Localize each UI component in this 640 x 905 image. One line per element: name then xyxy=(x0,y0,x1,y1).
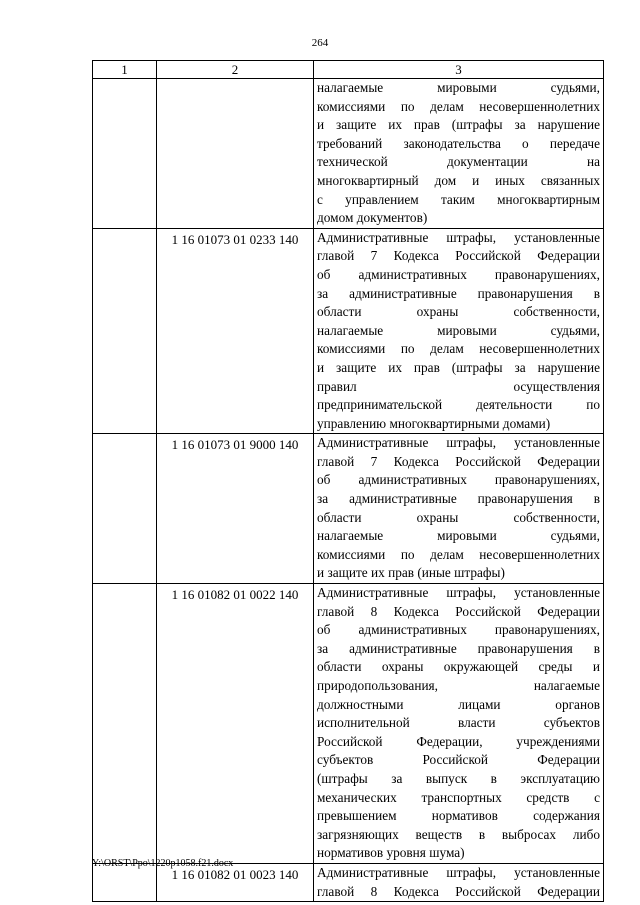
description-line: природопользования, налагаемые xyxy=(317,678,600,693)
table-header-row xyxy=(93,61,604,79)
description-line: за административные правонарушения в xyxy=(317,285,600,301)
description-line: об административных правонарушениях, xyxy=(317,622,600,638)
description-line: технической документации на xyxy=(317,154,600,170)
description-line: налагаемые мировыми судьями, xyxy=(317,322,600,338)
description-line: Административные штрафы, установленные xyxy=(317,585,600,601)
cell-code xyxy=(157,79,314,229)
description-line: об административных правонарушениях, xyxy=(317,266,600,282)
description-line: области охраны собственности, xyxy=(317,509,600,525)
description-line: области охраны окружающей среды и xyxy=(317,659,600,675)
description-line: загрязняющих веществ в выбросах либо xyxy=(317,826,600,842)
table-row xyxy=(93,79,604,229)
description-line: и защите их прав (штрафы за нарушение xyxy=(317,117,600,133)
table-row xyxy=(93,863,604,901)
description-line: и защите их прав (штрафы за нарушение xyxy=(317,359,600,375)
cell-col1 xyxy=(93,228,157,434)
description-line: превышением нормативов содержания xyxy=(317,808,600,824)
description-line: за административные правонарушения в xyxy=(317,491,600,507)
description-line: налагаемые мировыми судьями, xyxy=(317,528,600,544)
cell-description xyxy=(314,434,604,584)
description-line: (штрафы за выпуск в эксплуатацию xyxy=(317,770,600,786)
description-line: исполнительной власти субъектов xyxy=(317,715,600,731)
description-line: комиссиями по делам несовершеннолетних xyxy=(317,341,600,357)
cell-code xyxy=(157,434,314,584)
budget-code: 1 16 01073 01 0233 140 xyxy=(171,231,299,247)
table-row xyxy=(93,228,604,434)
cell-description xyxy=(314,228,604,434)
cell-description xyxy=(314,584,604,864)
document-table xyxy=(92,60,604,902)
description-line: с управлением таким многоквартирным xyxy=(317,191,600,207)
table-row xyxy=(93,584,604,864)
cell-col1 xyxy=(93,434,157,584)
cell-col1 xyxy=(93,584,157,864)
description-line: требований законодательства о передаче xyxy=(317,135,600,151)
description-line: главой 8 Кодекса Российской Федерации xyxy=(317,603,600,619)
cell-code xyxy=(157,863,314,901)
column-header-2: 2 xyxy=(157,61,314,79)
column-header-1: 1 xyxy=(93,61,157,79)
budget-code: 1 16 01082 01 0022 140 xyxy=(171,587,299,603)
description-line: управлению многоквартирными домами) xyxy=(317,415,551,431)
page-number: 264 xyxy=(311,37,329,49)
cell-code xyxy=(157,584,314,864)
description-line: должностными лицами органов xyxy=(317,696,600,712)
cell-code xyxy=(157,228,314,434)
description-line: комиссиями по делам несовершеннолетних xyxy=(317,98,600,114)
description-line: Российской Федерации, учреждениями xyxy=(317,733,600,749)
column-header-3: 3 xyxy=(314,61,604,79)
description-line: домом документов) xyxy=(317,210,428,226)
description-line: главой 7 Кодекса Российской Федерации xyxy=(317,248,600,264)
cell-description xyxy=(314,863,604,901)
cell-col1 xyxy=(93,79,157,229)
file-path-footer: Y:\ORST\Ppo\1220p1058.f21.docx xyxy=(92,858,234,869)
table-row xyxy=(93,434,604,584)
cell-description xyxy=(314,79,604,229)
description-line: многоквартирный дом и иных связанных xyxy=(317,172,600,188)
description-line: главой 7 Кодекса Российской Федерации xyxy=(317,453,600,469)
description-line: налагаемые мировыми судьями, xyxy=(317,80,600,95)
description-line: об административных правонарушениях, xyxy=(317,472,600,488)
budget-code: 1 16 01082 01 0023 140 xyxy=(171,866,299,882)
budget-code xyxy=(157,79,313,80)
description-line: главой 8 Кодекса Российской Федерации xyxy=(317,883,600,899)
cell-col1 xyxy=(93,863,157,901)
description-line: комиссиями по делам несовершеннолетних xyxy=(317,546,600,562)
budget-code: 1 16 01073 01 9000 140 xyxy=(171,437,299,453)
description-line: Административные штрафы, установленные xyxy=(317,229,600,245)
description-line: предпринимательской деятельности по xyxy=(317,397,600,413)
description-line: правил осуществления xyxy=(317,378,600,394)
description-line: Административные штрафы, установленные xyxy=(317,435,600,451)
description-line: механических транспортных средств с xyxy=(317,789,600,805)
description-line: субъектов Российской Федерации xyxy=(317,752,600,768)
description-line: за административные правонарушения в xyxy=(317,640,600,656)
description-line: Административные штрафы, установленные xyxy=(317,864,600,880)
description-line: нормативов уровня шума) xyxy=(317,845,465,861)
description-line: области охраны собственности, xyxy=(317,304,600,320)
description-line: и защите их прав (иные штрафы) xyxy=(317,565,505,581)
